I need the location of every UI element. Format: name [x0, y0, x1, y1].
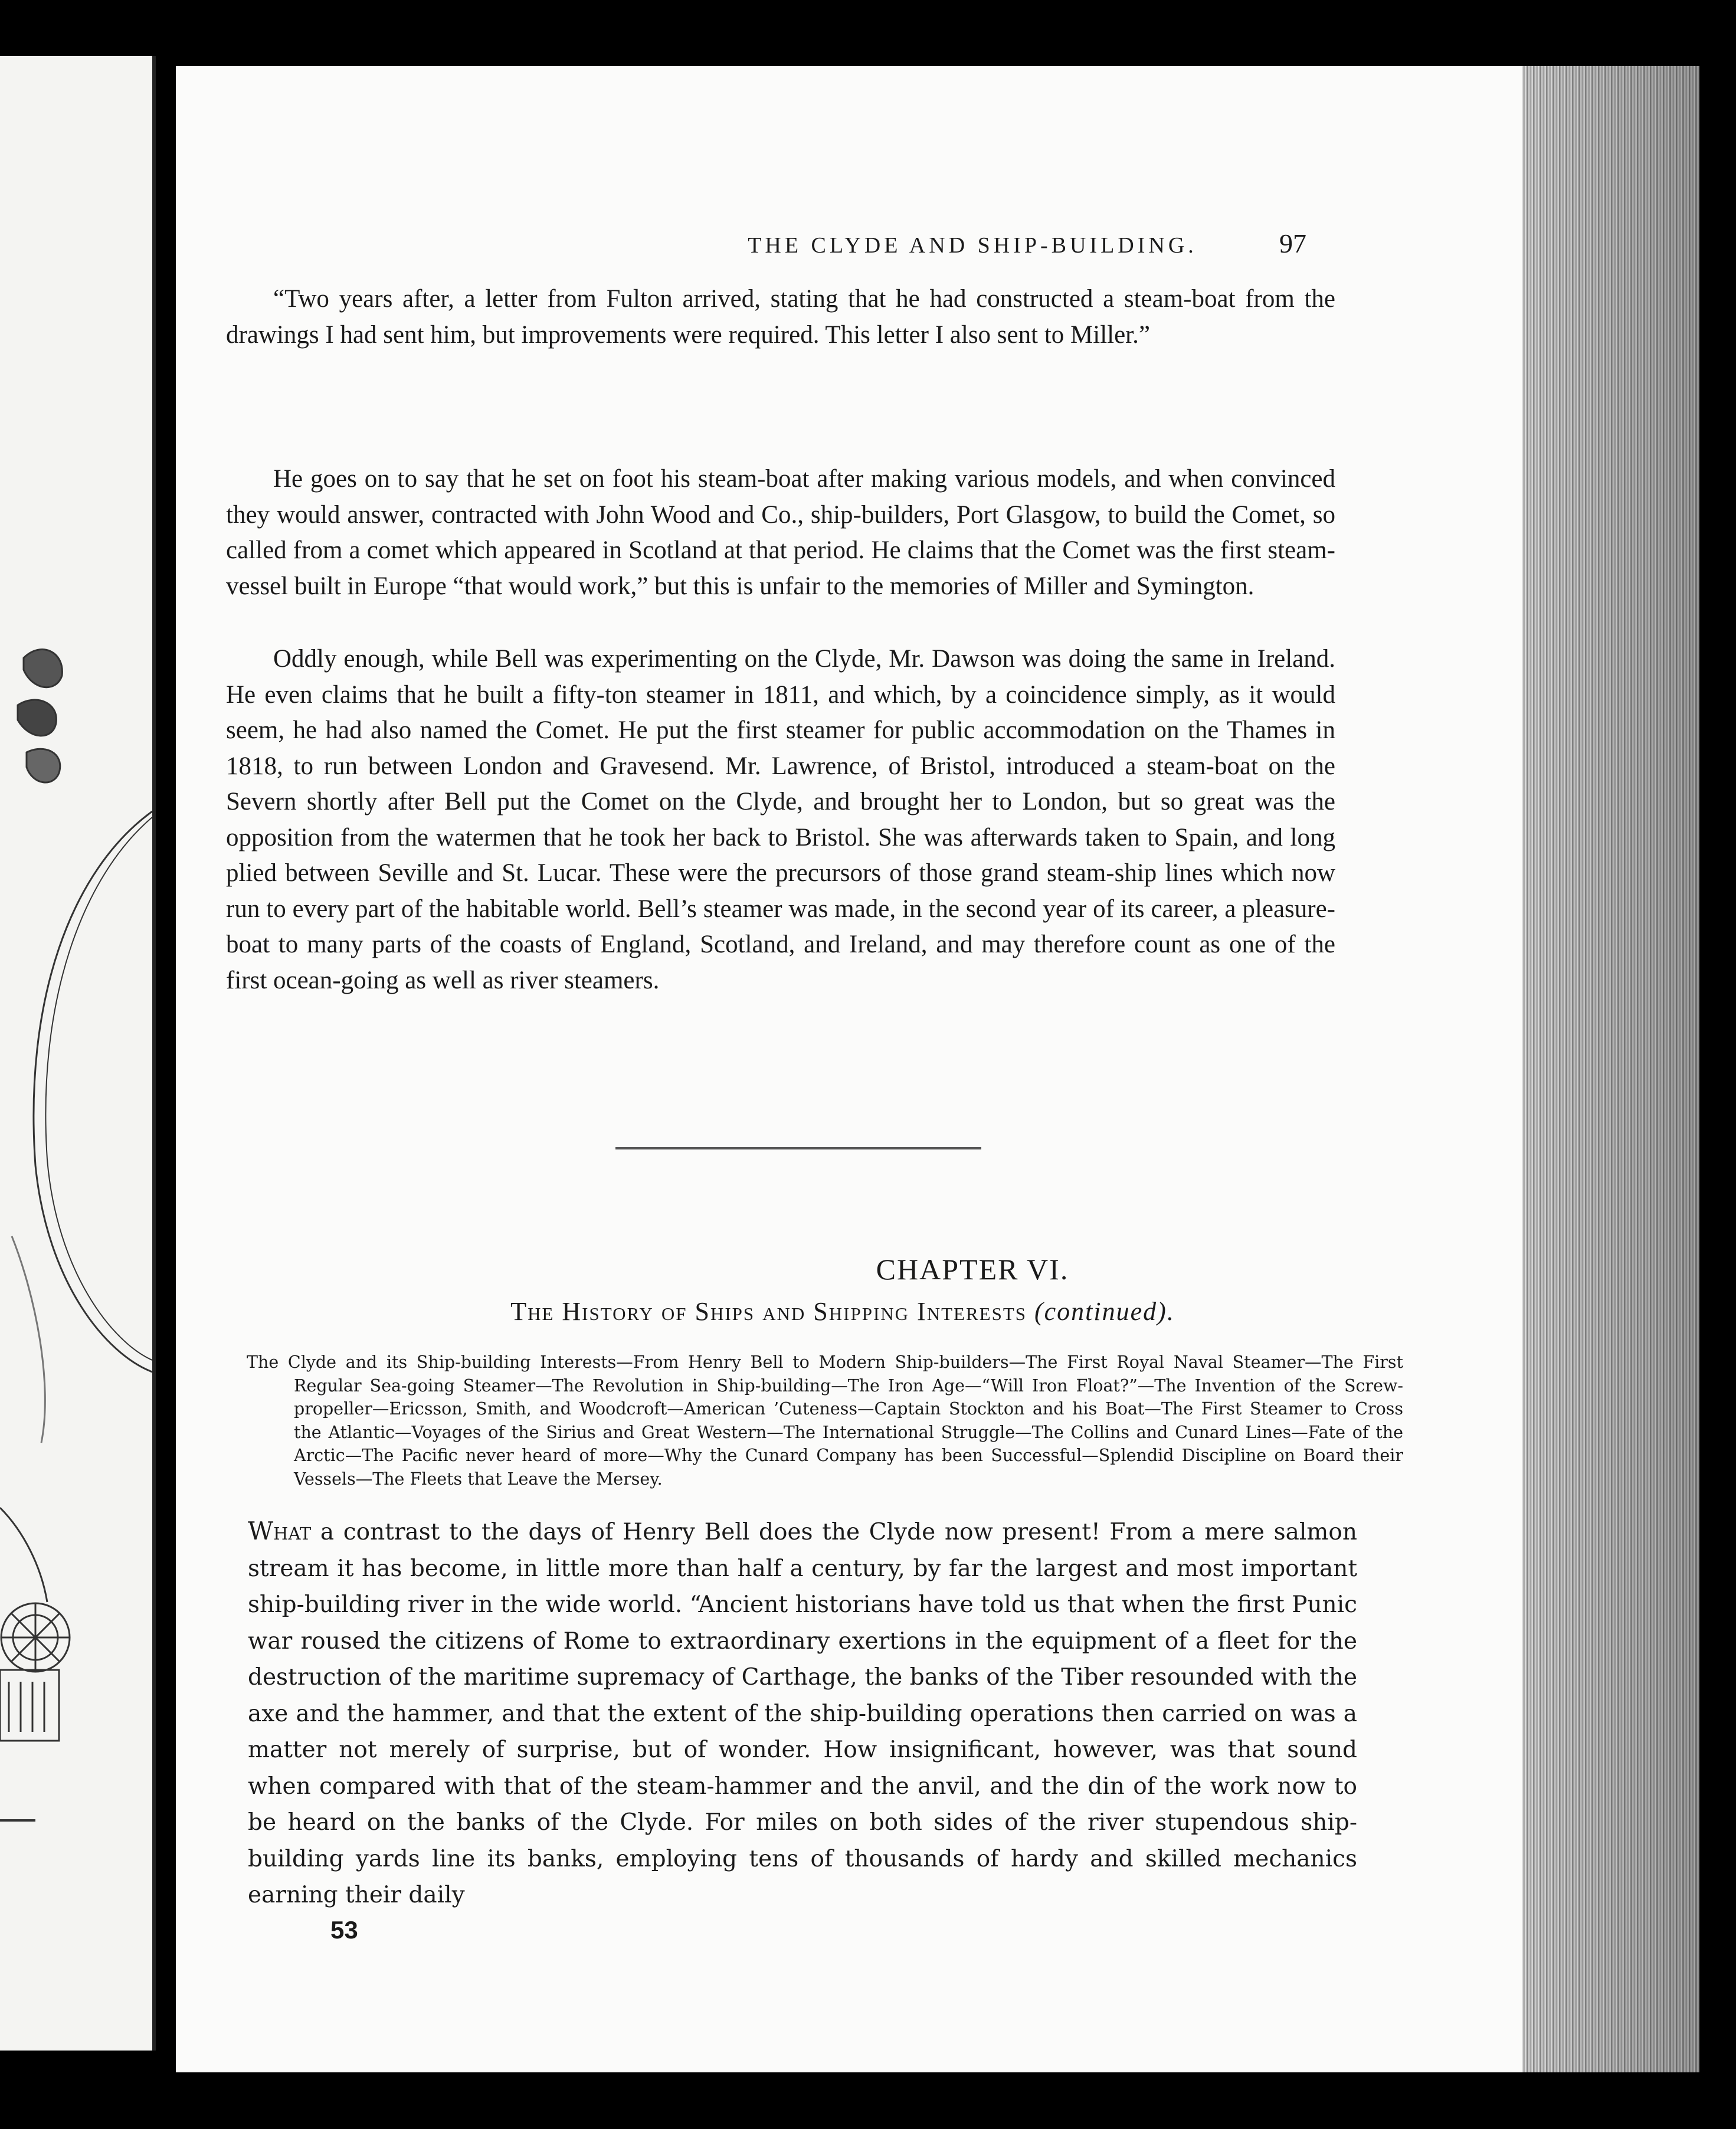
paragraph-1: “Two years after, a letter from Fulton arrived, stating that he had constructed a steam-boat from the drawings I had sent him, but improvements were required. This letter I also sent to Miller.” [226, 285, 1335, 349]
chapter-title-suffix: (continued). [1034, 1297, 1175, 1326]
book-fore-edge [1522, 66, 1699, 2072]
running-head: THE CLYDE AND SHIP-BUILDING. [748, 233, 1197, 258]
signature-mark: 53 [330, 1916, 358, 1944]
chapter-title-text: The History of Ships and Shipping Interests [510, 1297, 1027, 1326]
chapter-synopsis: The Clyde and its Ship-building Interests—From Henry Bell to Modern Ship-builders—The First Royal Naval Steamer—The First Regular Sea-going Steamer—The Revolution in Ship-building—The Iron Age—“Will Iron Float?”—The Invention of the Screw-propeller—Ericsson, Smith, and Woodcroft—American ’Cuteness—Captain Stockton and his Boat—The First Steamer to Cross the Atlantic—Voyages of the Sirius and Great Western—The International Struggle—The Collins and Cunard Lines—Fate of the Arctic—The Pacific never heard of more—Why the Cunard Company has been Successful—Splendid Discipline on Board their Vessels—The Fleets that Leave the Mersey. [247, 1352, 1403, 1489]
paragraph-3: Oddly enough, while Bell was experimenting on the Clyde, Mr. Dawson was doing the same in Ireland. He even claims that he built a fifty-ton steamer in 1811, and which, by a coincidence simply, as it would seem, he had also named the Comet. He put the first steamer for public accommodation on the Thames in 1818, to run between London and Gravesend. Mr. Lawrence, of Bristol, introduced a steam-boat on the Severn shortly after Bell put the Comet on the Clyde, and brought her to London, but so great was the opposition from the watermen that he took her back to Bristol. She was afterwards taken to Spain, and long plied between Seville and St. Lucar. These were the precursors of those grand steam-ship lines which now run to every part of the habitable world. Bell’s steamer was made, in the second year of its career, a pleasure-boat to many parts of the coasts of England, Scotland, and Ireland, and may therefore count as one of the first ocean-going as well as river steamers. [226, 645, 1335, 994]
book-page [176, 66, 1522, 2072]
chapter-heading: CHAPTER VI. [876, 1253, 1069, 1286]
body-lead-word: What [248, 1516, 312, 1545]
engraving-illustration [0, 56, 152, 2051]
section-divider [615, 1147, 981, 1149]
chapter-title [371, 1296, 1315, 1326]
chapter-body [248, 1513, 1357, 1914]
page-number: 97 [1279, 228, 1306, 258]
facing-page [0, 56, 156, 2051]
paragraph-2: He goes on to say that he set on foot his steam-boat after making various models, and when convinced they would answer, contracted with John Wood and Co., ship-builders, Port Glasgow, to build the Comet, so called from a comet which appeared in Scotland at that period. He claims that the Comet was the first steam-vessel built in Europe “that would work,” but this is unfair to the memories of Miller and Symington. [226, 465, 1335, 600]
body-text: a contrast to the days of Henry Bell does the Clyde now present! From a mere salmon stream it has become, in little more than half a century, by far the largest and most important ship-building river in the wide world. “Ancient historians have told us that when the first Punic war roused the citizens of Rome to extraordinary exertions in the equipment of a fleet for the destruction of the maritime supremacy of Carthage, the banks of the Tiber resounded with the axe and the hammer, and that the extent of the ship-building operations then carried on was a matter not merely of surprise, but of wonder. How insignificant, however, was that sound when compared with that of the steam-hammer and the anvil, and the din of the work now to be heard on the banks of the Clyde. For miles on both sides of the river stupendous ship-building yards line its banks, employing tens of thousands of hardy and skilled mechanics earning their daily [248, 1519, 1357, 1908]
